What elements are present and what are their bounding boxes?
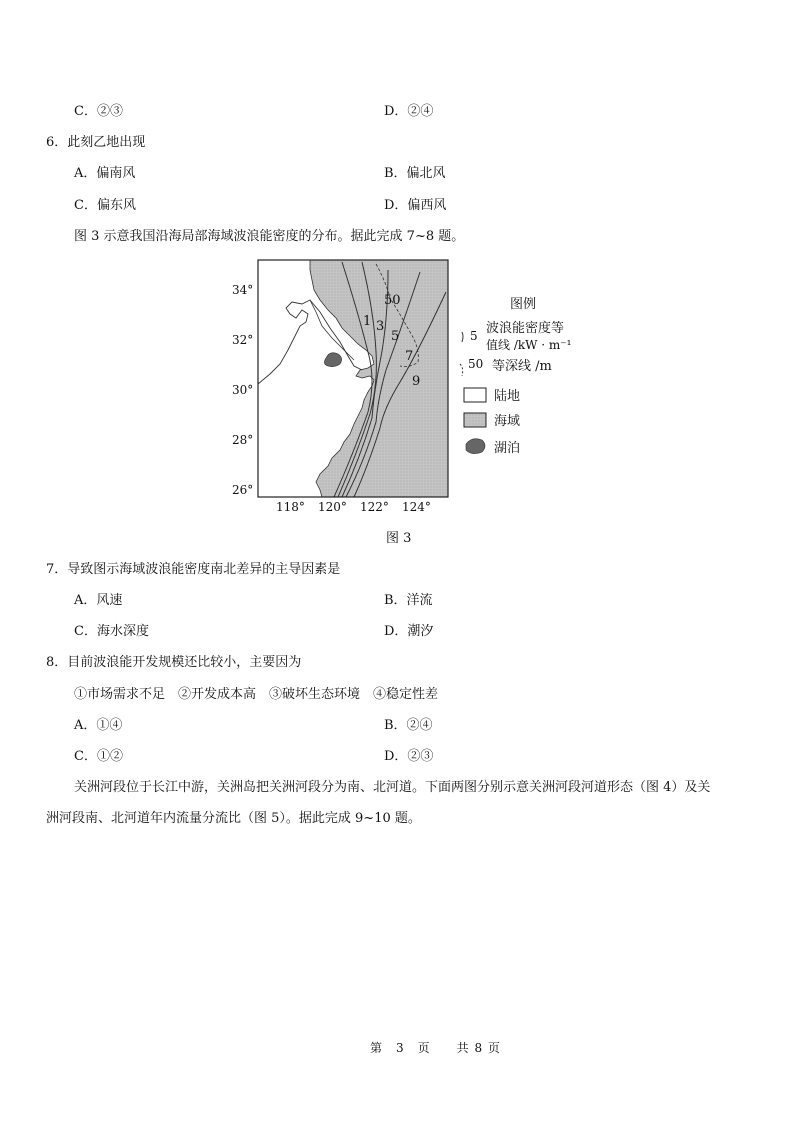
question-8-stem: 8．目前波浪能开发规模还比较小，主要因为: [46, 655, 302, 670]
option-c-prev: C．②③: [74, 104, 123, 119]
lat-30: 30°: [232, 383, 254, 397]
contour-label-7: 7: [405, 349, 414, 364]
q8-option-d: D．②③: [384, 749, 434, 764]
q6-option-b: B．偏北风: [384, 166, 446, 181]
legend-contour-text-1: 波浪能密度等: [486, 321, 565, 336]
intro-7-8: 图 3 示意我国沿海局部海域波浪能密度的分布。据此完成 7~8 题。: [74, 229, 465, 244]
lat-32: 32°: [232, 333, 254, 347]
legend-land-swatch: [464, 388, 486, 402]
legend-contour-value: 5: [470, 329, 478, 343]
intro-9-10-line2: 洲河段南、北河道年内流量分流比（图 5）。据此完成 9~10 题。: [46, 811, 421, 826]
q6-option-d: D．偏西风: [384, 198, 447, 213]
legend-depth-value: 50: [468, 357, 484, 371]
depth-label-50: 50: [384, 293, 401, 308]
legend-sea-swatch: [464, 413, 486, 427]
lat-34: 34°: [232, 283, 254, 297]
question-7-stem: 7．导致图示海域波浪能密度南北差异的主导因素是: [46, 562, 341, 577]
contour-label-5: 5: [391, 329, 400, 344]
q7-option-a: A．风速: [74, 593, 123, 608]
lon-120: 120°: [318, 500, 347, 514]
lon-124: 124°: [402, 500, 431, 514]
q8-option-a: A．①④: [74, 718, 123, 733]
contour-label-3: 3: [376, 319, 385, 334]
legend-depth-symbol: [460, 364, 463, 376]
option-d-prev: D．②④: [384, 104, 434, 119]
figure-3-svg: [232, 252, 590, 527]
intro-9-10-line1: 关洲河段位于长江中游，关洲岛把关洲河段分为南、北河道。下面两图分别示意关洲河段河道形态（图 4）及关: [74, 780, 711, 795]
legend: [460, 297, 571, 456]
lon-118: 118°: [276, 500, 305, 514]
legend-lake-text: 湖泊: [494, 441, 521, 456]
q8-option-c: C．①②: [74, 749, 123, 764]
lon-122: 122°: [360, 500, 389, 514]
q7-option-d: D．潮汐: [384, 624, 434, 639]
page-footer: 第 3 页 共 8 页: [370, 1041, 501, 1055]
contour-label-9: 9: [412, 374, 421, 389]
legend-contour-text-2: 值线 /kW · m⁻¹: [486, 338, 572, 352]
legend-depth-text: 等深线 /m: [492, 359, 552, 374]
q8-items: ①市场需求不足 ②开发成本高 ③破坏生态环境 ④稳定性差: [74, 687, 439, 702]
q8-option-b: B．②④: [384, 718, 433, 733]
figure-3-map: [232, 252, 590, 527]
lat-28: 28°: [232, 433, 254, 447]
contour-label-1: 1: [363, 314, 372, 329]
lat-26: 26°: [232, 483, 254, 497]
q7-option-c: C．海水深度: [74, 624, 149, 639]
legend-sea-text: 海域: [494, 414, 521, 429]
q6-option-a: A．偏南风: [74, 166, 136, 181]
question-6-stem: 6．此刻乙地出现: [46, 135, 146, 150]
q6-option-c: C．偏东风: [74, 198, 136, 213]
legend-lake-swatch: [466, 439, 485, 454]
q7-option-b: B．洋流: [384, 593, 433, 608]
figure-3-caption: 图 3: [386, 531, 412, 546]
legend-land-text: 陆地: [494, 389, 521, 404]
legend-contour-symbol: [462, 332, 463, 342]
legend-title: 图例: [510, 297, 537, 312]
